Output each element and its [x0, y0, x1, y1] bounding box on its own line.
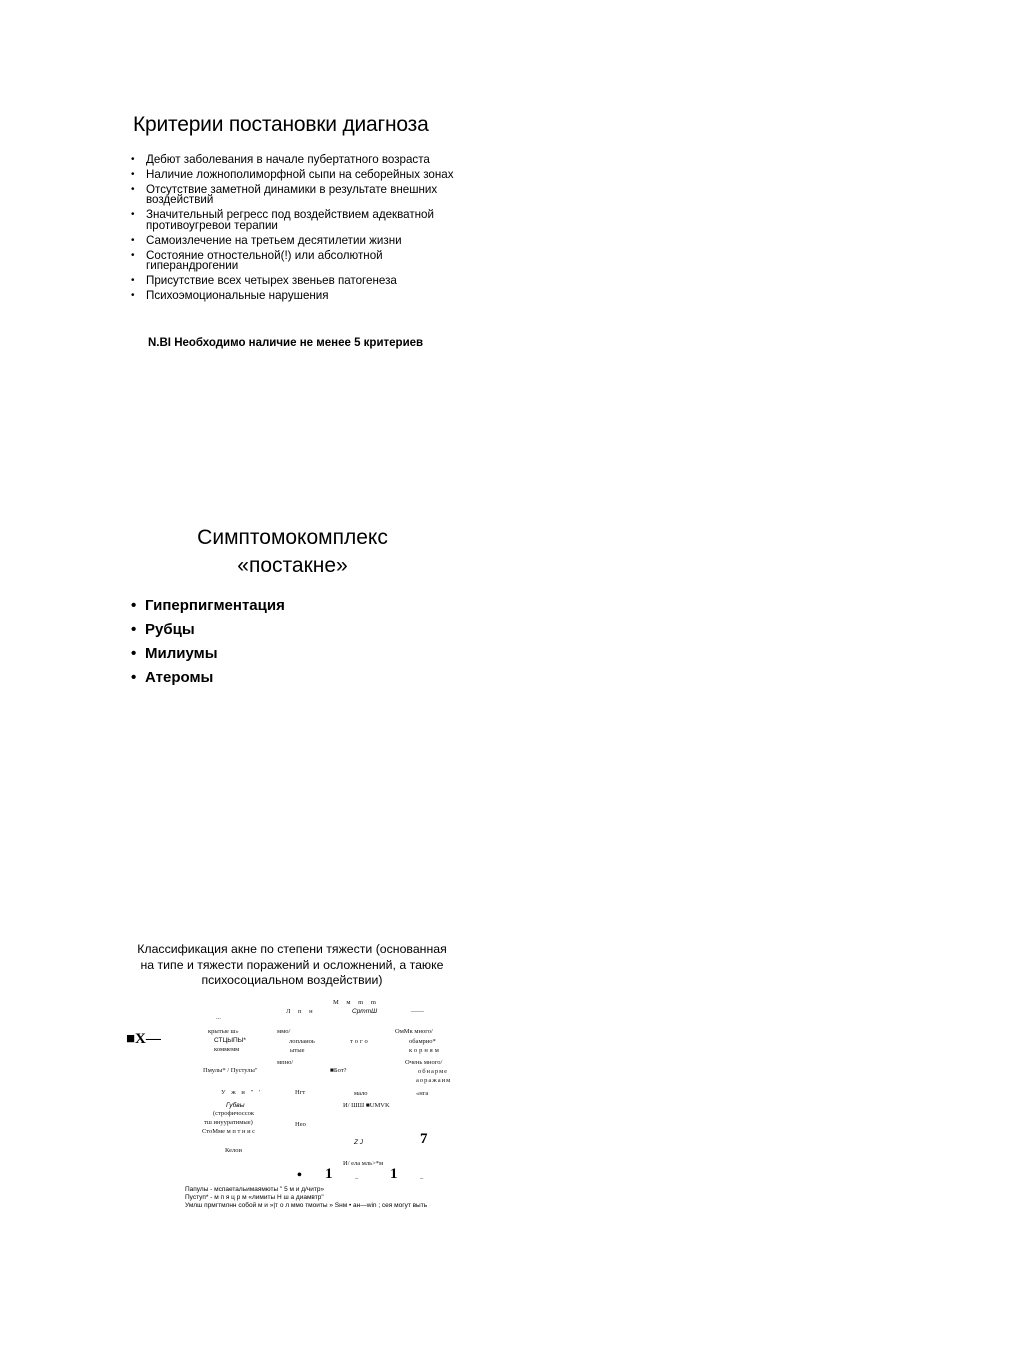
table-fragment: Z J: [354, 1139, 364, 1146]
table-footnote: Пуступ* - м п я ц р м «лимиты Н ш а диамвтр": [185, 1194, 324, 1201]
slide2-title: [160, 524, 425, 580]
table-fragment: обнарме: [418, 1068, 449, 1075]
table-fragment: _: [420, 1173, 424, 1180]
criteria-item: • Самоизлечение на третьем десятилетии жизни: [131, 236, 471, 247]
table-fragment: Келои: [225, 1147, 242, 1154]
table-fragment: У ж и " ': [221, 1089, 262, 1096]
table-fragment: того: [350, 1038, 370, 1045]
table-fragment: лоплаиоь: [289, 1038, 315, 1045]
table-fragment: СТЦЫПЫ*: [214, 1037, 246, 1044]
table-fragment: аоражаим: [416, 1077, 452, 1084]
table-fragment: ОмМк много/: [395, 1028, 433, 1035]
slide-marker: ■X—: [126, 1031, 161, 1047]
slide3-title-line3: психосоциальном воздействии): [201, 973, 383, 987]
criteria-item: • Психоэмоциональные нарушения: [131, 291, 471, 302]
table-fragment: 1: [390, 1166, 398, 1182]
table-fragment: тш инууратимые): [204, 1119, 253, 1126]
table-fragment: ммо/: [277, 1028, 291, 1035]
table-fragment: И/ ШШ ■UMVK: [343, 1102, 390, 1109]
table-fragment: ■Бот?: [330, 1067, 347, 1074]
table-fragment: ——: [411, 1008, 424, 1015]
table-fragment: коммемм: [214, 1046, 240, 1053]
table-fragment: 7: [420, 1131, 428, 1147]
table-fragment: СрттШ: [352, 1008, 378, 1015]
slide3-title: [132, 942, 452, 989]
table-fragment: 1: [325, 1166, 333, 1182]
table-fragment: мпно/: [277, 1059, 294, 1066]
table-fragment: корням: [409, 1047, 441, 1054]
postacne-item: • Атеромы: [131, 667, 285, 691]
table-fragment: СтоМме м п т н и с: [202, 1128, 256, 1135]
table-fragment: «нга: [416, 1090, 429, 1097]
table-fragment: _: [355, 1173, 359, 1180]
table-footnote: Папулы - мспаетальимаямюты " 5 м и д/читр»: [185, 1186, 325, 1193]
table-fragment: ытые: [290, 1047, 305, 1054]
table-fragment: Губвы: [226, 1102, 245, 1109]
table-fragment: Нгт: [295, 1089, 306, 1096]
slide2-title-line2: «постакне»: [237, 554, 348, 577]
criteria-item: • Отсутствие заметной динамики в результате внешних воздействий: [131, 185, 471, 207]
criteria-item: • Дебют заболевания в начале пубертатного возраста: [131, 155, 471, 166]
postacne-item: • Милиумы: [131, 643, 285, 667]
slide2-title-line1: Симптомокомплекс: [197, 526, 388, 549]
slide1-title: Критерии постановки диагноза: [133, 113, 429, 136]
slide3-title-line1: Классификация акне по степени тяжести (основанная: [137, 942, 447, 956]
criteria-item: • Присутствие всех четырех звеньев патогенеза: [131, 276, 471, 287]
table-fragment: крытые ш»: [208, 1028, 239, 1035]
table-fragment: обамрио*: [409, 1038, 436, 1045]
criteria-item: • Состояние отностельной(!) или абсолютной гиперандрогении: [131, 251, 471, 273]
criteria-item: • Значительный регресс под воздействием адекватной противоугревои терапии: [131, 210, 471, 232]
postacne-item: • Гиперпигментация: [131, 595, 285, 619]
table-footnote: Умлш прмгтмлнн собой м и »|т о л ммо тмоиты » Sнм • ан—win ; сея могут выть: [185, 1202, 428, 1209]
table-fragment: Л п н: [286, 1008, 316, 1015]
table-fragment: Очень много/: [405, 1059, 443, 1066]
table-fragment: ...: [216, 1014, 221, 1021]
table-fragment: (строфичоссок: [213, 1110, 255, 1117]
table-fragment: Нео: [295, 1121, 306, 1128]
slide3-title-line2: на типе и тяжести поражений и осложнений, а таюке: [140, 957, 444, 972]
table-fragment: мало: [354, 1090, 368, 1097]
postacne-list: [131, 595, 285, 691]
postacne-item: • Рубцы: [131, 619, 285, 643]
criteria-item: • Наличие ложнополиморфной сыпи на себорейных зонах: [131, 170, 471, 181]
table-fragment: •: [297, 1168, 302, 1183]
criteria-note: N.BI Необходимо наличие не менее 5 критериев: [148, 337, 424, 349]
table-fragment: И/ ела мль>*м: [343, 1160, 384, 1167]
table-fragment: Пмулы* / Пустулы": [203, 1067, 258, 1074]
table-fragment: М м m m: [333, 999, 379, 1006]
criteria-list: [131, 155, 471, 306]
